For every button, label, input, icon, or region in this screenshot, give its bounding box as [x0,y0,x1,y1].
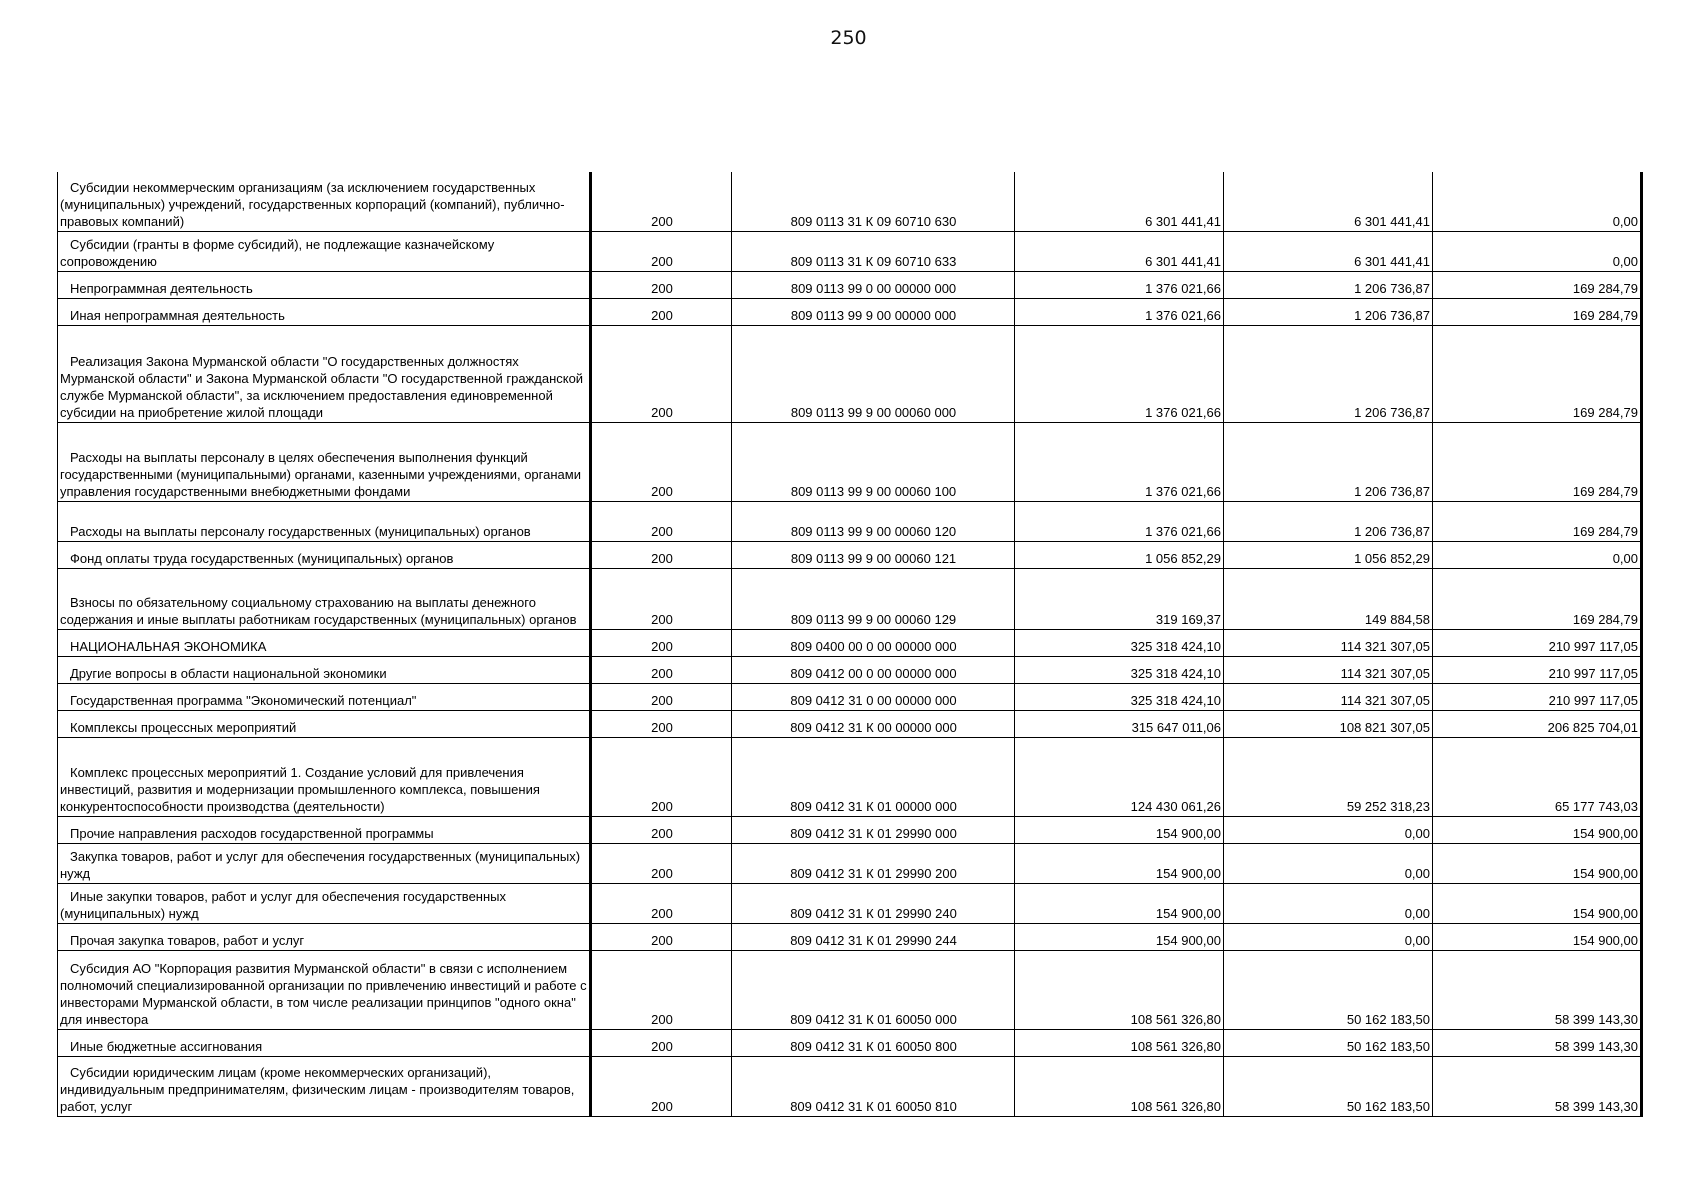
row-name-cell: Иные закупки товаров, работ и услуг для обеспечения государственных (муниципальных) нужд [58,883,591,923]
row-executed-cell: 59 252 318,23 [1224,737,1433,816]
row-line-code-cell: 200 [591,923,732,950]
row-line-code-cell: 200 [591,683,732,710]
row-remaining-cell: 0,00 [1433,172,1642,231]
row-name-cell: Субсидии некоммерческим организациям (за исключением государственных (муниципальных) учреждений, государственных корпораций (компаний), публично-правовых компаний) [58,172,591,231]
row-name-cell: Прочая закупка товаров, работ и услуг [58,923,591,950]
row-line-code-cell: 200 [591,325,732,422]
row-executed-cell: 0,00 [1224,923,1433,950]
row-approved-cell: 154 900,00 [1015,883,1224,923]
row-budget-code-cell: 809 0400 00 0 00 00000 000 [732,629,1015,656]
row-name-cell: Комплексы процессных мероприятий [58,710,591,737]
row-approved-cell: 154 900,00 [1015,923,1224,950]
row-executed-cell: 0,00 [1224,843,1433,883]
row-budget-code-cell: 809 0412 31 К 01 60050 000 [732,950,1015,1029]
row-executed-cell: 1 206 736,87 [1224,271,1433,298]
row-name-cell: Прочие направления расходов государственной программы [58,816,591,843]
row-budget-code-cell: 809 0113 99 9 00 00060 121 [732,541,1015,568]
row-name-cell: Иные бюджетные ассигнования [58,1029,591,1056]
row-executed-cell: 6 301 441,41 [1224,172,1433,231]
row-approved-cell: 315 647 011,06 [1015,710,1224,737]
row-approved-cell: 325 318 424,10 [1015,656,1224,683]
table-row [58,501,1642,541]
table-row [58,541,1642,568]
row-approved-cell: 6 301 441,41 [1015,172,1224,231]
row-line-code-cell: 200 [591,541,732,568]
row-remaining-cell: 210 997 117,05 [1433,683,1642,710]
row-budget-code-cell: 809 0113 31 К 09 60710 630 [732,172,1015,231]
row-budget-code-cell: 809 0412 00 0 00 00000 000 [732,656,1015,683]
row-remaining-cell: 0,00 [1433,231,1642,271]
table-row [58,231,1642,271]
row-remaining-cell: 169 284,79 [1433,298,1642,325]
row-budget-code-cell: 809 0412 31 0 00 00000 000 [732,683,1015,710]
row-budget-code-cell: 809 0113 99 9 00 00000 000 [732,298,1015,325]
row-executed-cell: 1 206 736,87 [1224,298,1433,325]
row-line-code-cell: 200 [591,883,732,923]
row-line-code-cell: 200 [591,298,732,325]
row-name-cell: Комплекс процессных мероприятий 1. Создание условий для привлечения инвестиций, развития и модернизации промышленного комплекса, повышения конкурентоспособности производства (деятельности) [58,737,591,816]
row-executed-cell: 108 821 307,05 [1224,710,1433,737]
table-row [58,629,1642,656]
table-row [58,568,1642,629]
row-approved-cell: 1 376 021,66 [1015,422,1224,501]
row-executed-cell: 114 321 307,05 [1224,683,1433,710]
row-remaining-cell: 206 825 704,01 [1433,710,1642,737]
row-remaining-cell: 169 284,79 [1433,501,1642,541]
row-budget-code-cell: 809 0412 31 К 01 60050 800 [732,1029,1015,1056]
row-approved-cell: 6 301 441,41 [1015,231,1224,271]
row-name-cell: Субсидия АО "Корпорация развития Мурманской области" в связи с исполнением полномочий специализированной организации по привлечению инвестиций и работе с инвесторами Мурманской области, в том числе реализации принципов "одного окна" для инвестора [58,950,591,1029]
row-approved-cell: 1 376 021,66 [1015,271,1224,298]
row-line-code-cell: 200 [591,568,732,629]
row-approved-cell: 124 430 061,26 [1015,737,1224,816]
row-line-code-cell: 200 [591,737,732,816]
row-remaining-cell: 169 284,79 [1433,271,1642,298]
row-name-cell: Расходы на выплаты персоналу государственных (муниципальных) органов [58,501,591,541]
row-budget-code-cell: 809 0412 31 К 01 29990 200 [732,843,1015,883]
row-remaining-cell: 154 900,00 [1433,923,1642,950]
row-name-cell: Расходы на выплаты персоналу в целях обеспечения выполнения функций государственными (муниципальными) органами, казенными учреждениями, органами управления государственными внебюджетными фондами [58,422,591,501]
table-row [58,422,1642,501]
table-row [58,656,1642,683]
row-executed-cell: 1 056 852,29 [1224,541,1433,568]
table-row [58,172,1642,231]
row-budget-code-cell: 809 0113 99 9 00 00060 000 [732,325,1015,422]
row-name-cell: Другие вопросы в области национальной экономики [58,656,591,683]
page-number: 250 [830,27,867,49]
row-approved-cell: 325 318 424,10 [1015,629,1224,656]
row-name-cell: Государственная программа "Экономический потенциал" [58,683,591,710]
row-remaining-cell: 210 997 117,05 [1433,629,1642,656]
row-line-code-cell: 200 [591,843,732,883]
row-approved-cell: 154 900,00 [1015,816,1224,843]
row-name-cell: Субсидии (гранты в форме субсидий), не подлежащие казначейскому сопровождению [58,231,591,271]
row-remaining-cell: 0,00 [1433,541,1642,568]
row-executed-cell: 50 162 183,50 [1224,1029,1433,1056]
table-row [58,1029,1642,1056]
table-row [58,923,1642,950]
row-approved-cell: 1 376 021,66 [1015,325,1224,422]
row-approved-cell: 108 561 326,80 [1015,1056,1224,1116]
row-name-cell: Субсидии юридическим лицам (кроме некоммерческих организаций), индивидуальным предпринимателям, физическим лицам - производителям товаров, работ, услуг [58,1056,591,1116]
row-name-cell: Фонд оплаты труда государственных (муниципальных) органов [58,541,591,568]
row-remaining-cell: 58 399 143,30 [1433,950,1642,1029]
row-executed-cell: 114 321 307,05 [1224,656,1433,683]
row-budget-code-cell: 809 0113 99 0 00 00000 000 [732,271,1015,298]
row-remaining-cell: 154 900,00 [1433,816,1642,843]
row-line-code-cell: 200 [591,1056,732,1116]
row-executed-cell: 0,00 [1224,816,1433,843]
row-budget-code-cell: 809 0412 31 К 01 29990 240 [732,883,1015,923]
row-budget-code-cell: 809 0113 99 9 00 00060 120 [732,501,1015,541]
row-executed-cell: 6 301 441,41 [1224,231,1433,271]
budget-table [57,172,1643,1117]
row-name-cell: Взносы по обязательному социальному страхованию на выплаты денежного содержания и иные выплаты работникам государственных (муниципальных) органов [58,568,591,629]
row-budget-code-cell: 809 0412 31 К 01 29990 244 [732,923,1015,950]
row-executed-cell: 0,00 [1224,883,1433,923]
row-executed-cell: 1 206 736,87 [1224,325,1433,422]
table-row [58,1056,1642,1116]
table-row [58,950,1642,1029]
row-executed-cell: 50 162 183,50 [1224,950,1433,1029]
row-remaining-cell: 65 177 743,03 [1433,737,1642,816]
table-row [58,271,1642,298]
table-row [58,683,1642,710]
row-approved-cell: 154 900,00 [1015,843,1224,883]
row-line-code-cell: 200 [591,629,732,656]
row-approved-cell: 319 169,37 [1015,568,1224,629]
row-remaining-cell: 154 900,00 [1433,883,1642,923]
row-budget-code-cell: 809 0113 99 9 00 00060 129 [732,568,1015,629]
row-name-cell: Закупка товаров, работ и услуг для обеспечения государственных (муниципальных) нужд [58,843,591,883]
row-executed-cell: 1 206 736,87 [1224,501,1433,541]
row-remaining-cell: 58 399 143,30 [1433,1056,1642,1116]
row-line-code-cell: 200 [591,271,732,298]
row-line-code-cell: 200 [591,950,732,1029]
row-approved-cell: 325 318 424,10 [1015,683,1224,710]
row-line-code-cell: 200 [591,1029,732,1056]
row-approved-cell: 108 561 326,80 [1015,950,1224,1029]
table-row [58,710,1642,737]
row-approved-cell: 1 376 021,66 [1015,298,1224,325]
table-row [58,883,1642,923]
row-approved-cell: 1 376 021,66 [1015,501,1224,541]
row-executed-cell: 114 321 307,05 [1224,629,1433,656]
row-remaining-cell: 169 284,79 [1433,422,1642,501]
row-budget-code-cell: 809 0412 31 К 00 00000 000 [732,710,1015,737]
row-line-code-cell: 200 [591,656,732,683]
budget-table-body [58,172,1642,1116]
row-budget-code-cell: 809 0113 31 К 09 60710 633 [732,231,1015,271]
row-executed-cell: 50 162 183,50 [1224,1056,1433,1116]
row-line-code-cell: 200 [591,501,732,541]
row-name-cell: НАЦИОНАЛЬНАЯ ЭКОНОМИКА [58,629,591,656]
row-line-code-cell: 200 [591,172,732,231]
table-row [58,816,1642,843]
row-remaining-cell: 169 284,79 [1433,568,1642,629]
row-name-cell: Иная непрограммная деятельность [58,298,591,325]
row-line-code-cell: 200 [591,422,732,501]
row-line-code-cell: 200 [591,710,732,737]
row-executed-cell: 1 206 736,87 [1224,422,1433,501]
table-row [58,843,1642,883]
row-budget-code-cell: 809 0412 31 К 01 29990 000 [732,816,1015,843]
row-name-cell: Реализация Закона Мурманской области "О государственных должностях Мурманской области" и Закона Мурманской области "О государственной гражданской службе Мурманской области", за исключением предоставления единовременной субсидии на приобретение жилой площади [58,325,591,422]
row-name-cell: Непрограммная деятельность [58,271,591,298]
row-budget-code-cell: 809 0113 99 9 00 00060 100 [732,422,1015,501]
row-approved-cell: 1 056 852,29 [1015,541,1224,568]
row-approved-cell: 108 561 326,80 [1015,1029,1224,1056]
row-line-code-cell: 200 [591,816,732,843]
row-remaining-cell: 169 284,79 [1433,325,1642,422]
row-remaining-cell: 58 399 143,30 [1433,1029,1642,1056]
row-budget-code-cell: 809 0412 31 К 01 60050 810 [732,1056,1015,1116]
row-line-code-cell: 200 [591,231,732,271]
table-row [58,737,1642,816]
row-remaining-cell: 210 997 117,05 [1433,656,1642,683]
table-row [58,298,1642,325]
table-row [58,325,1642,422]
row-remaining-cell: 154 900,00 [1433,843,1642,883]
row-budget-code-cell: 809 0412 31 К 01 00000 000 [732,737,1015,816]
row-executed-cell: 149 884,58 [1224,568,1433,629]
